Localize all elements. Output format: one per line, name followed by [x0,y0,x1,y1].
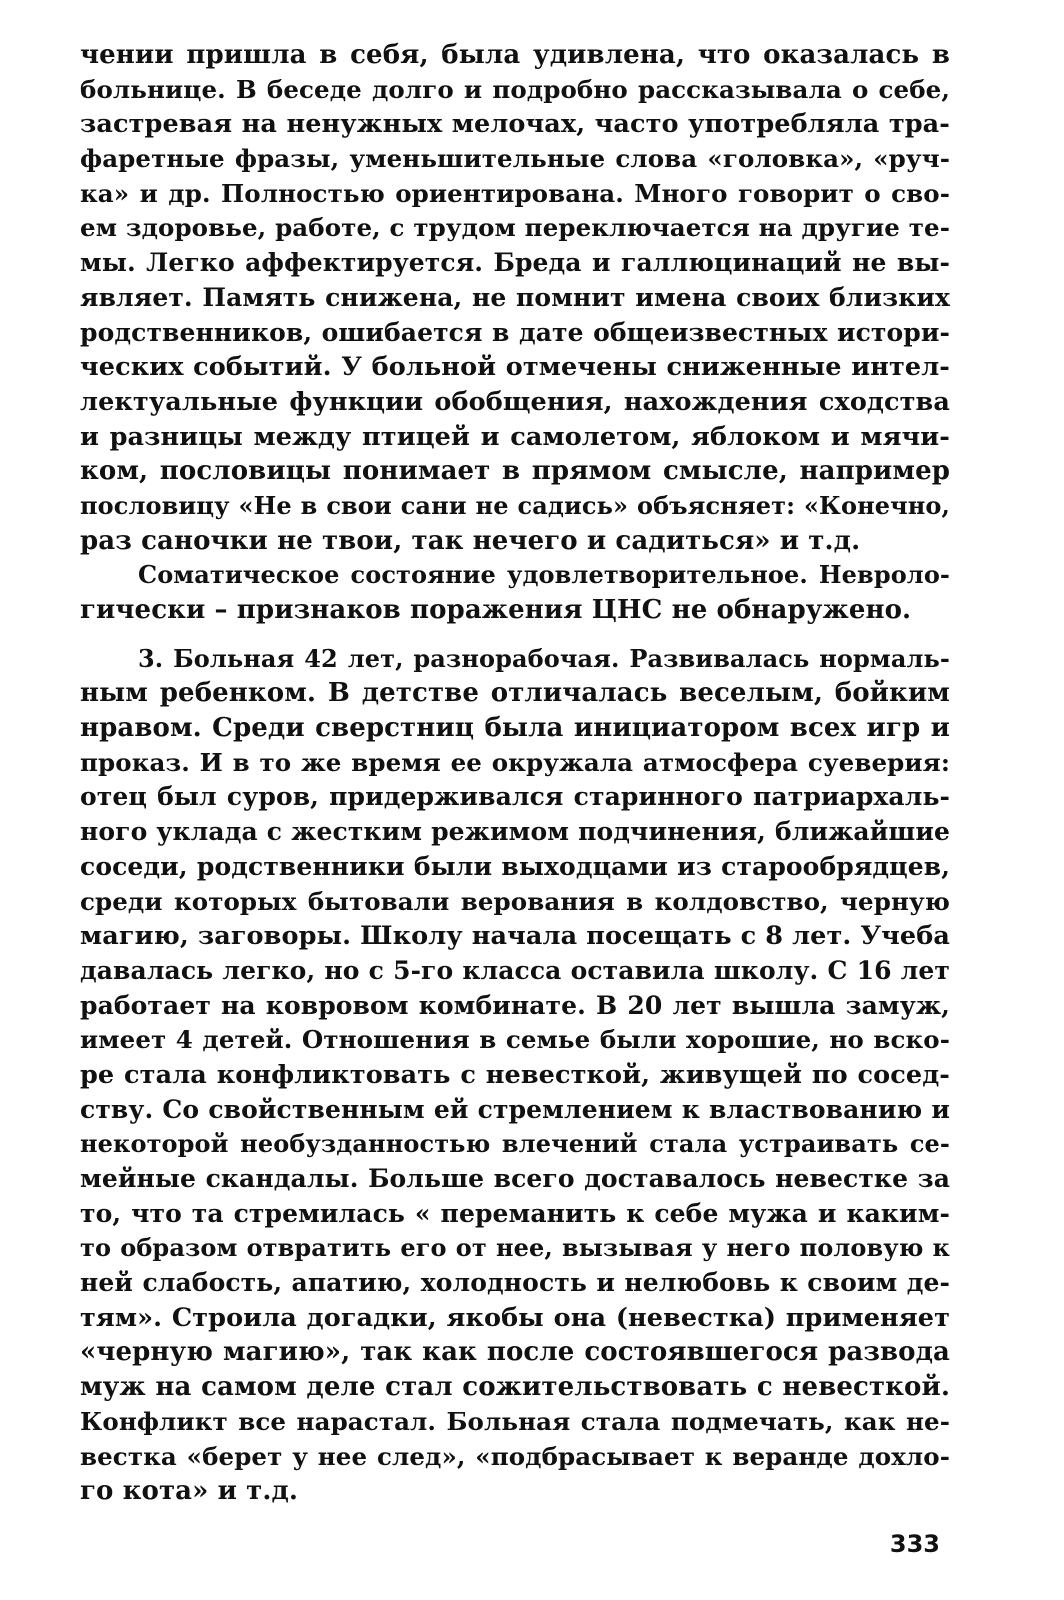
paragraph-spacer [80,628,950,642]
text-line: ного уклада с жестким режимом подчинения, ближайшие [80,817,950,847]
text-line: больнице. В беседе долго и подробно рассказывала о себе, [80,74,950,104]
text-line: мы. Легко аффектируется. Бреда и галлюцинаций не вы- [80,248,950,278]
text-line: лектуальные функции обобщения, нахождения сходства [80,386,950,417]
text-line: ческих событий. У больной отмечены сниженные интел- [80,352,950,383]
text-line: вестка «берет у нее след», «подбрасывает к веранде дохло- [80,1441,950,1471]
text-line: тям». Строила догадки, якобы она (невестка) применяет [80,1302,950,1333]
text-line: магию, заговоры. Школу начала посещать с 8 лет. Учеба [80,921,950,952]
text-line: родственников, ошибается в дате общеизвестных истори- [80,317,950,347]
text-line: пословицу «Не в свои сани не садись» объясняет: «Конечно, [80,490,950,520]
text-line: застревая на ненужных мелочах, часто употребляла тра- [80,109,950,140]
text-line: фаретные фразы, уменьшительные слова «головка», «руч- [80,144,950,174]
paragraph-1 [80,38,950,558]
text-line: проказ. И в то же время ее окружала атмосфера суеверия: [80,747,950,777]
text-line: нравом. Среди сверстниц была инициатором всех игр и [80,713,950,744]
text-line: среди которых бытовали верования в колдовство, черную [80,886,950,916]
text-line: отец был суров, придерживался старинного патриархаль- [80,782,950,812]
text-line: ным ребенком. В детстве отличалась веселым, бойким [80,678,950,709]
text-line: Конфликт все нарастал. Больная стала подмечать, как не- [80,1406,950,1436]
text-body [80,38,950,1509]
page-number: 333 [889,1530,940,1558]
text-line: мейные скандалы. Больше всего доставалось невестке за [80,1164,950,1193]
text-line: имеет 4 детей. Отношения в семье были хорошие, но вско- [80,1025,950,1055]
text-line: муж на самом деле стал сожительствовать с невесткой. [80,1372,950,1403]
text-line: ней слабость, апатию, холодность и нелюбовь к своим де- [80,1268,950,1298]
paragraph-2 [80,558,950,627]
text-line: то, что та стремилась « переманить к себе мужа и каким- [80,1198,950,1228]
text-line: гически – признаков поражения ЦНС не обнаружено. [80,595,912,625]
text-line: некоторой необузданностью влечений стала устраивать се- [80,1129,950,1159]
text-line: Соматическое состояние удовлетворительное. Невроло- [138,560,950,590]
text-line: ком, пословицы понимает в прямом смысле, например [80,456,950,487]
text-line: то образом отвратить его от нее, вызывая у него половую к [80,1233,950,1263]
text-line: го кота» и т.д. [80,1476,299,1507]
text-line: ем здоровье, работе, с трудом переключается на другие те- [80,213,950,243]
text-line: работает на ковровом комбинате. В 20 лет вышла замуж, [80,990,950,1020]
text-line: ка» и др. Полностью ориентирована. Много говорит о сво- [80,178,950,208]
text-line: раз саночки не твои, так нечего и садиться» и т.д. [80,525,861,556]
text-line: соседи, родственники были выходцами из старообрядцев, [80,851,950,881]
text-line: чении пришла в себя, была удивлена, что оказалась в [80,40,950,70]
text-line: «черную магию», так как после состоявшегося развода [80,1337,950,1368]
paragraph-3 [80,642,950,1509]
text-line: и разницы между птицей и самолетом, яблоком и мячи- [80,421,950,452]
text-line: ству. Со свойственным ей стремлением к властвованию и [80,1094,950,1124]
text-line: давалась легко, но с 5-го класса оставила школу. С 16 лет [80,955,950,985]
text-line: ре стала конфликтовать с невесткой, живущей по сосед- [80,1059,950,1090]
text-line: 3. Больная 42 лет, разнорабочая. Развивалась нормаль- [138,643,950,673]
text-line: являет. Память снижена, не помнит имена своих близких [80,282,950,312]
